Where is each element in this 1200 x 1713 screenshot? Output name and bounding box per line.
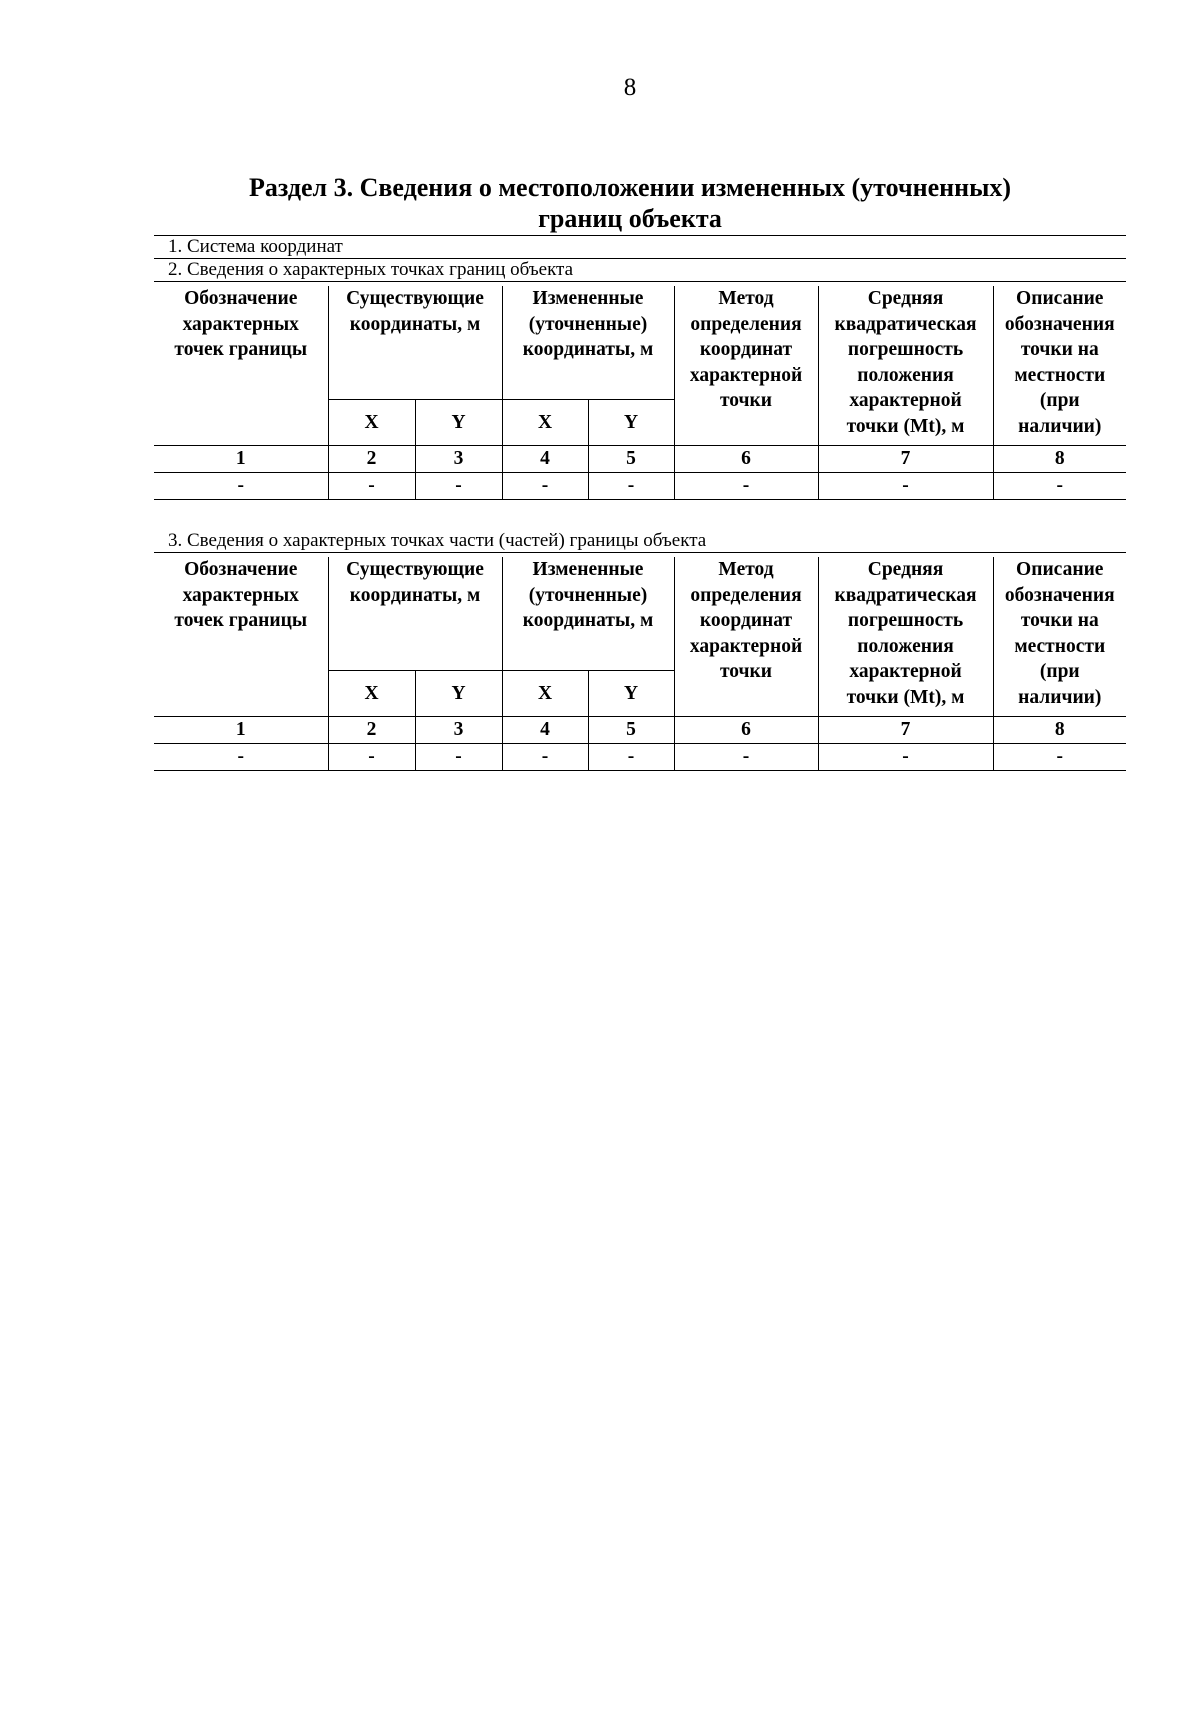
header-line: квадратическая [834,313,977,335]
header-line: Средняя [867,288,944,309]
header-line: точек границы [174,339,308,360]
table-row [154,743,1126,770]
header-existing-coordinates [328,286,502,400]
header-existing-y: Y [415,400,502,446]
column-number-row [154,717,1126,744]
header-line: наличии) [1018,415,1102,437]
header-existing-y: Y [415,671,502,717]
table-cell: 3 [415,717,502,744]
header-existing-x: X [328,671,415,717]
table-cell: - [588,743,674,770]
header-line: Обозначение [184,559,298,580]
table-cell: 2 [328,446,415,473]
header-changed-coordinates [502,286,674,400]
header-existing-x: X [328,400,415,446]
header-line: обозначения [1004,584,1115,606]
header-existing-coordinates [328,557,502,671]
table-cell: - [818,472,993,499]
header-line: точки (Mt), м [846,686,965,708]
table-cell: - [415,472,502,499]
table-cell: - [415,743,502,770]
header-line: координаты, м [349,313,481,335]
table-cell: 1 [154,717,328,744]
header-changed-x: X [502,671,588,717]
table-cell: - [993,472,1126,499]
header-line: Описание [1016,288,1104,309]
section-title-line-2: границ объекта [538,204,722,233]
header-line: координаты, м [349,584,481,606]
section-title-line-1: Раздел 3. Сведения о местоположении измененных (уточненных) [248,173,1012,202]
table-cell: 2 [328,717,415,744]
header-line: Обозначение [184,288,298,309]
header-line: характерной [689,364,803,386]
table-row [154,472,1126,499]
header-line: Измененные [532,559,644,580]
table-cell: - [328,472,415,499]
header-line: положения [857,635,954,657]
header-line: (уточненные) [528,584,648,606]
header-line: координаты, м [522,339,654,360]
page-number: 8 [623,74,637,101]
table-cell: 5 [588,446,674,473]
header-line: определения [690,584,802,606]
header-line: Измененные [532,288,644,309]
table-cell: - [328,743,415,770]
header-line: Средняя [867,559,944,580]
header-line: характерной [849,390,962,411]
header-line: точки [719,661,773,682]
table1-caption: 2. Сведения о характерных точках границ объекта [154,259,1126,282]
table-cell: 1 [154,446,328,473]
header-line: Существующие [346,288,484,309]
header-line: координат [699,339,793,360]
header-description [993,286,1126,446]
table-cell: 4 [502,717,588,744]
header-line: характерных [182,584,299,606]
header-line: точки (Mt), м [846,415,965,437]
header-changed-x: X [502,400,588,446]
table2-caption: 3. Сведения о характерных точках части (частей) границы объекта [154,530,1126,553]
header-line: (уточненные) [528,313,648,335]
table-cell: 8 [993,717,1126,744]
table-cell: 3 [415,446,502,473]
table-cell: - [674,472,818,499]
table-cell: - [674,743,818,770]
header-line: определения [690,313,802,335]
table-boundary-points [154,286,1126,500]
table-cell: 5 [588,717,674,744]
coordinate-system-row: 1. Система координат [154,235,1126,259]
table-cell: - [154,743,328,770]
header-mean-error [818,557,993,717]
table-cell: 7 [818,446,993,473]
header-mean-error [818,286,993,446]
header-changed-y: Y [588,671,674,717]
header-line: Описание [1016,559,1104,580]
table-cell: - [502,472,588,499]
header-line: местности [1014,364,1106,386]
header-changed-coordinates [502,557,674,671]
table-cell: 6 [674,717,818,744]
header-line: Существующие [346,559,484,580]
header-changed-y: Y [588,400,674,446]
header-line: (при [1039,390,1080,411]
header-line: наличии) [1018,686,1102,708]
table-part-boundary-points [154,557,1126,771]
header-line: координаты, м [522,610,654,631]
header-line: точки [719,390,773,411]
table-cell: - [588,472,674,499]
header-line: местности [1014,635,1106,657]
header-designation [154,286,328,446]
header-line: обозначения [1004,313,1115,335]
header-line: квадратическая [834,584,977,606]
table-cell: - [993,743,1126,770]
table-cell: 6 [674,446,818,473]
table-cell: - [154,472,328,499]
header-method [674,286,818,446]
header-line: положения [857,364,954,386]
header-line: характерной [849,661,962,682]
header-line: погрешность [847,339,964,360]
header-designation [154,557,328,717]
header-line: погрешность [847,610,964,631]
header-line: (при [1039,661,1080,682]
header-line: Метод [718,288,774,309]
table-cell: 7 [818,717,993,744]
table-cell: 8 [993,446,1126,473]
header-line: характерной [689,635,803,657]
header-line: координат [699,610,793,631]
header-line: точек границы [174,610,308,631]
header-line: точки на [1020,339,1099,360]
table-cell: 4 [502,446,588,473]
table-cell: - [502,743,588,770]
table-cell: - [818,743,993,770]
header-line: точки на [1020,610,1099,631]
section-title [150,172,1110,234]
header-line: характерных [182,313,299,335]
column-number-row [154,446,1126,473]
header-description [993,557,1126,717]
header-line: Метод [718,559,774,580]
header-method [674,557,818,717]
